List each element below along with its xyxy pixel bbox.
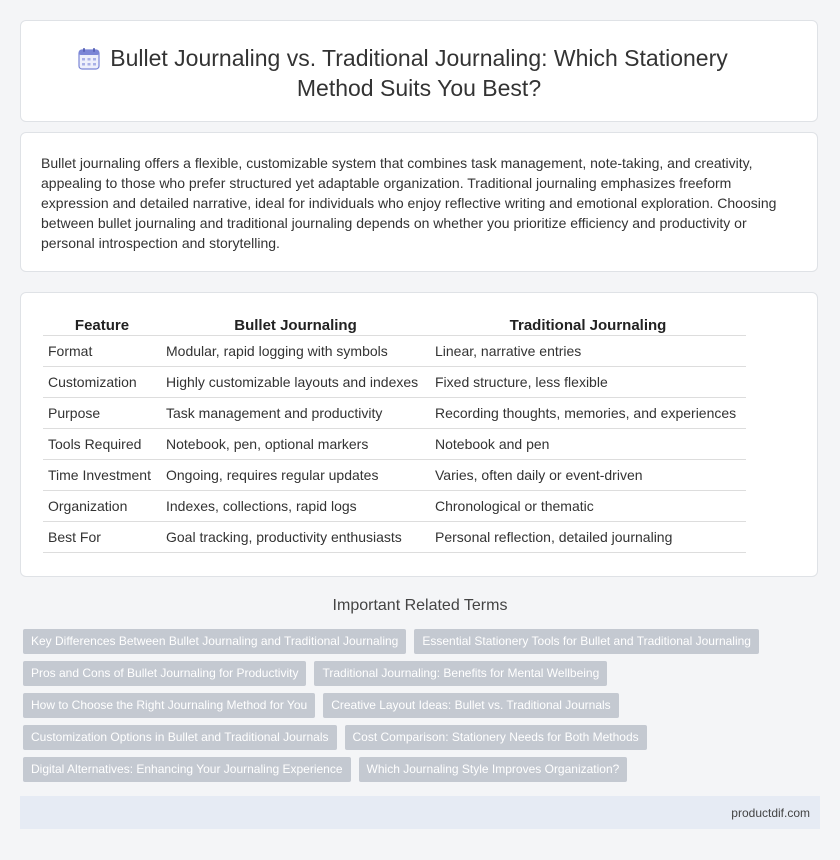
feature-cell: Format <box>43 336 161 367</box>
feature-cell: Purpose <box>43 398 161 429</box>
feature-cell: Best For <box>43 522 161 553</box>
bullet-cell: Goal tracking, productivity enthusiasts <box>161 522 430 553</box>
comparison-card <box>20 292 818 577</box>
bullet-cell: Highly customizable layouts and indexes <box>161 367 430 398</box>
table-row <box>43 460 746 491</box>
related-term-link[interactable]: How to Choose the Right Journaling Method for You <box>23 693 315 718</box>
table-row <box>43 522 746 553</box>
column-header: Traditional Journaling <box>430 315 746 336</box>
traditional-cell: Varies, often daily or event-driven <box>430 460 746 491</box>
intro-text: Bullet journaling offers a flexible, customizable system that combines task management, note-taking, and creativity, appealing to those who prefer structured yet adaptable organization. Traditional journaling emphasizes freeform expression and detailed narrative, ideal for individuals who enjoy reflective writing and emotional exploration. Choosing between bullet journaling and traditional journaling depends on whether you prioritize efficiency and productivity or personal introspection and storytelling. <box>41 155 777 251</box>
traditional-cell: Fixed structure, less flexible <box>430 367 746 398</box>
related-term-link[interactable]: Digital Alternatives: Enhancing Your Journaling Experience <box>23 757 351 782</box>
column-header: Feature <box>43 315 161 336</box>
feature-cell: Customization <box>43 367 161 398</box>
feature-cell: Organization <box>43 491 161 522</box>
bullet-cell: Task management and productivity <box>161 398 430 429</box>
feature-cell: Time Investment <box>43 460 161 491</box>
related-terms-title: Important Related Terms <box>332 597 508 614</box>
traditional-cell: Linear, narrative entries <box>430 336 746 367</box>
header-card <box>20 20 818 122</box>
table-row <box>43 398 746 429</box>
table-row <box>43 429 746 460</box>
related-terms-list <box>23 629 803 789</box>
traditional-cell: Personal reflection, detailed journaling <box>430 522 746 553</box>
footer-site-link[interactable]: productdif.com <box>731 806 810 820</box>
table-header-row <box>43 315 746 336</box>
bullet-cell: Notebook, pen, optional markers <box>161 429 430 460</box>
footer <box>20 796 820 829</box>
related-term-link[interactable]: Essential Stationery Tools for Bullet and Traditional Journaling <box>414 629 759 654</box>
traditional-cell: Chronological or thematic <box>430 491 746 522</box>
comparison-table <box>43 315 746 553</box>
related-term-link[interactable]: Creative Layout Ideas: Bullet vs. Traditional Journals <box>323 693 618 718</box>
related-term-link[interactable]: Key Differences Between Bullet Journaling and Traditional Journaling <box>23 629 406 654</box>
column-header: Bullet Journaling <box>161 315 430 336</box>
table-row <box>43 491 746 522</box>
related-term-link[interactable]: Pros and Cons of Bullet Journaling for Productivity <box>23 661 306 686</box>
bullet-cell: Ongoing, requires regular updates <box>161 460 430 491</box>
related-term-link[interactable]: Traditional Journaling: Benefits for Mental Wellbeing <box>314 661 607 686</box>
traditional-cell: Notebook and pen <box>430 429 746 460</box>
traditional-cell: Recording thoughts, memories, and experiences <box>430 398 746 429</box>
related-term-link[interactable]: Which Journaling Style Improves Organization? <box>359 757 628 782</box>
bullet-cell: Indexes, collections, rapid logs <box>161 491 430 522</box>
related-term-link[interactable]: Customization Options in Bullet and Traditional Journals <box>23 725 337 750</box>
bullet-cell: Modular, rapid logging with symbols <box>161 336 430 367</box>
feature-cell: Tools Required <box>43 429 161 460</box>
table-row <box>43 367 746 398</box>
page-title: Bullet Journaling vs. Traditional Journaling: Which Stationery Method Suits You Best? <box>110 45 728 101</box>
intro-card <box>20 132 818 272</box>
table-row <box>43 336 746 367</box>
related-term-link[interactable]: Cost Comparison: Stationery Needs for Both Methods <box>345 725 647 750</box>
